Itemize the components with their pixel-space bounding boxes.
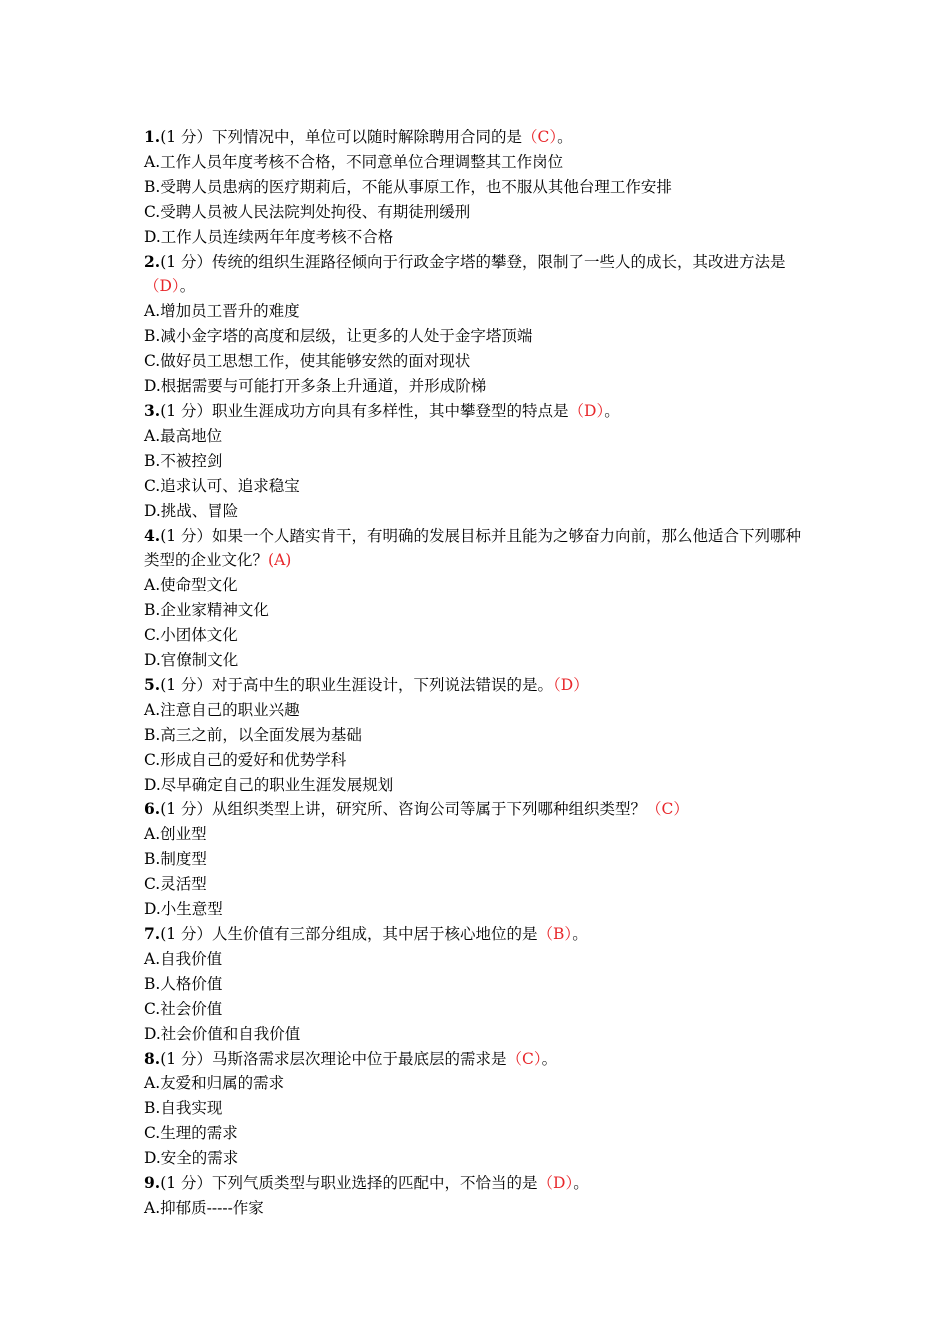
question-6-option: B.制度型: [144, 850, 207, 869]
question-number: 5.: [144, 674, 161, 694]
question-number: 3.: [144, 400, 161, 420]
question-7-option: A.自我价值: [144, 949, 223, 968]
question-5-option: A.注意自己的职业兴趣: [144, 700, 300, 719]
question-2-option: B.减小金字塔的高度和层级，让更多的人处于金字塔顶端: [144, 327, 533, 346]
question-8-option: B.自我实现: [144, 1099, 223, 1118]
question-stem: 人生价值有三部分组成，其中居于核心地位的是: [212, 925, 538, 943]
question-score: (1 分）: [160, 925, 213, 943]
question-4: [144, 524, 814, 574]
question-answer: （C）: [646, 800, 689, 819]
question-score: (1 分）: [160, 128, 213, 146]
question-9-option: A.抑郁质-----作家: [144, 1198, 264, 1217]
question-2-option: D.根据需要与可能打开多条上升通道，并形成阶梯: [144, 377, 487, 396]
question-stem: 职业生涯成功方向具有多样性，其中攀登型的特点是: [212, 401, 569, 420]
question-5-option: B.高三之前，以全面发展为基础: [144, 725, 362, 744]
question-3-option: B.不被控剑: [144, 451, 223, 470]
question-4-option: B.企业家精神文化: [144, 601, 269, 620]
question-8: [144, 1047, 814, 1072]
question-number: 9.: [144, 1173, 161, 1193]
question-number: 6.: [144, 799, 161, 819]
question-answer: （D）: [537, 1174, 574, 1193]
question-number: 8.: [144, 1048, 161, 1068]
question-7-option: C.社会价值: [144, 999, 223, 1018]
question-number: 4.: [144, 525, 161, 545]
question-tail: 。: [179, 277, 196, 296]
question-score: (1 分）: [160, 1049, 213, 1068]
question-3: [144, 399, 814, 424]
question-5: [144, 673, 814, 698]
question-9: [144, 1171, 814, 1196]
question-1-option: C.受聘人员被人民法院判处拘役、有期徒刑缓刑: [144, 202, 471, 221]
question-7-option: D.社会价值和自我价值: [144, 1024, 301, 1043]
question-score: (1 分）: [160, 526, 213, 545]
question-2: [144, 250, 814, 300]
question-1-option: D.工作人员连续两年年度考核不合格: [144, 227, 394, 246]
question-8-option: D.安全的需求: [144, 1149, 239, 1168]
question-3-option: C.追求认可、追求稳宝: [144, 476, 300, 495]
question-4-option: D.官僚制文化: [144, 651, 239, 670]
question-8-option: C.生理的需求: [144, 1124, 238, 1143]
question-number: 1.: [144, 127, 161, 146]
question-answer: （C）: [506, 1049, 542, 1068]
question-5-option: D.尽早确定自己的职业生涯发展规划: [144, 775, 394, 794]
question-tail: 。: [541, 1049, 558, 1068]
question-tail: 。: [572, 925, 588, 943]
question-answer: （B）: [537, 925, 573, 943]
question-answer: （D）: [553, 675, 589, 694]
question-answer: （D）: [568, 401, 605, 420]
question-3-option: A.最高地位: [144, 426, 223, 445]
question-tail: 。: [573, 1174, 589, 1193]
question-score: (1 分）: [160, 252, 213, 271]
question-2-option: C.做好员工思想工作，使其能够安然的面对现状: [144, 352, 471, 371]
question-2-option: A.增加员工晋升的难度: [144, 302, 300, 321]
question-stem: 从组织类型上讲，研究所、咨询公司等属于下列哪种组织类型？: [212, 800, 647, 819]
question-1-option: A.工作人员年度考核不合格，不同意单位合理调整其工作岗位: [144, 152, 564, 171]
question-score: (1 分）: [160, 800, 213, 819]
question-4-option: C.小团体文化: [144, 626, 238, 645]
question-stem: 下列气质类型与职业选择的匹配中，不恰当的是: [212, 1174, 538, 1193]
question-stem: 马斯洛需求层次理论中位于最底层的需求是: [212, 1049, 507, 1068]
question-6-option: A.创业型: [144, 825, 207, 844]
question-score: (1 分）: [160, 675, 213, 694]
question-7-option: B.人格价值: [144, 974, 223, 993]
question-answer: (A): [268, 551, 292, 570]
question-tail: 。: [604, 401, 620, 420]
question-5-option: C.形成自己的爱好和优势学科: [144, 750, 347, 769]
question-3-option: D.挑战、冒险: [144, 501, 239, 520]
question-4-option: A.使命型文化: [144, 576, 238, 595]
question-score: (1 分）: [160, 401, 213, 420]
question-stem: 对于高中生的职业生涯设计，下列说法错误的是。: [212, 675, 554, 694]
question-answer: （D）: [144, 277, 180, 296]
document-body: [144, 125, 814, 1221]
question-1-option: B.受聘人员患病的医疗期莉后，不能从事原工作，也不服从其他台理工作安排: [144, 177, 672, 196]
question-6-option: D.小生意型: [144, 900, 223, 919]
question-stem: 传统的组织生涯路径倾向于行政金字塔的攀登，限制了一些人的成长，其改进方法是: [212, 252, 786, 271]
question-stem: 如果一个人踏实肯干，有明确的发展目标并且能为之够奋力向前，那么他适合下列哪种类型的企业文化？: [144, 526, 802, 570]
question-number: 7.: [144, 924, 161, 943]
question-6: [144, 797, 814, 822]
question-answer: （C）: [522, 128, 558, 146]
question-1: [144, 125, 814, 150]
question-tail: 。: [557, 128, 573, 146]
question-stem: 下列情况中，单位可以随时解除聘用合同的是: [212, 128, 523, 146]
question-7: [144, 922, 814, 947]
question-number: 2.: [144, 251, 161, 271]
question-6-option: C.灵活型: [144, 875, 207, 894]
question-score: (1 分）: [160, 1174, 213, 1193]
question-8-option: A.友爱和归属的需求: [144, 1074, 285, 1093]
